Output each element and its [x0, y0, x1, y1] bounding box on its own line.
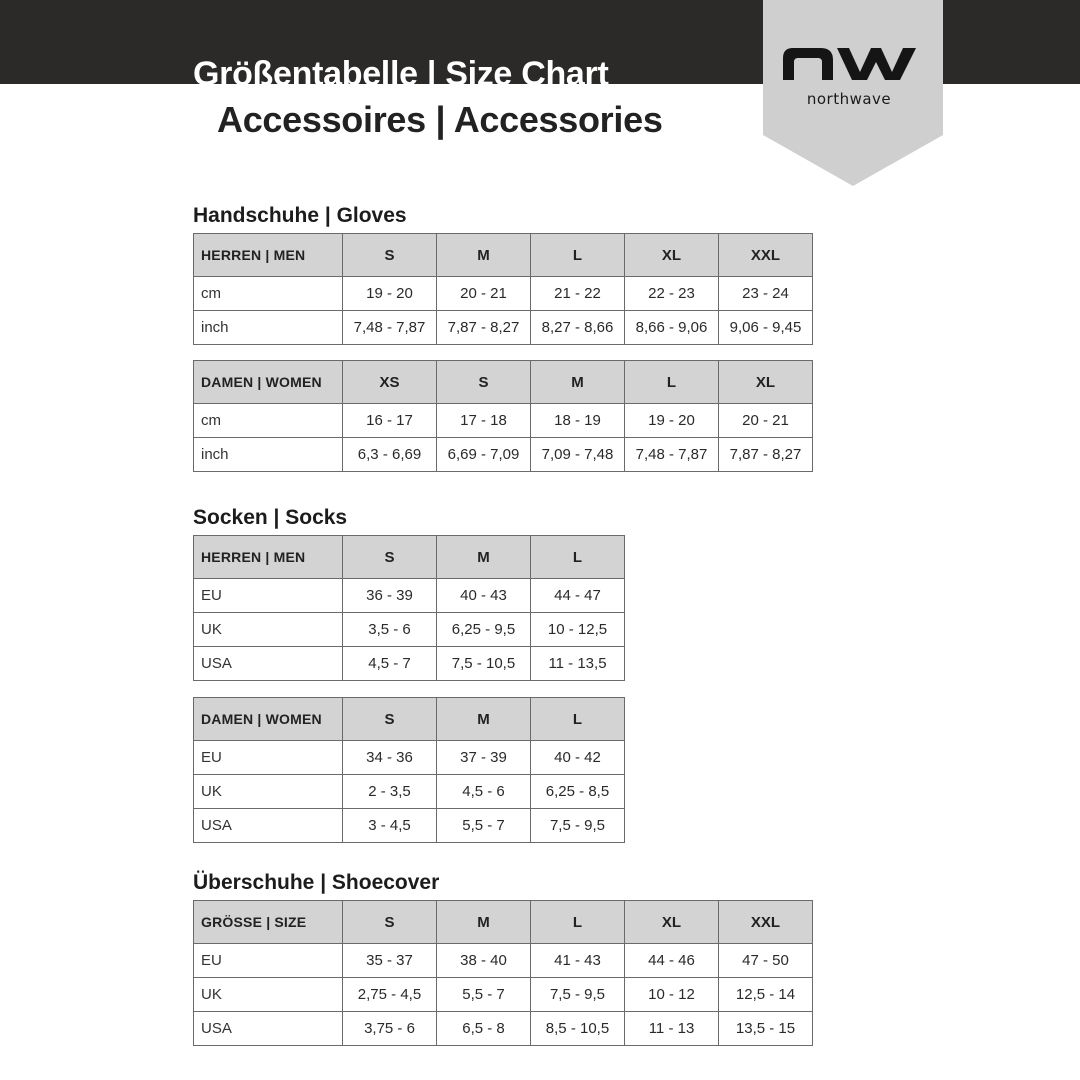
- shoecover-table: [193, 900, 813, 1046]
- table-row: [194, 944, 813, 978]
- table-cell: 20 - 21: [719, 404, 813, 438]
- table-cell: 4,5 - 7: [343, 647, 437, 681]
- row-label: EU: [194, 741, 343, 775]
- size-header: L: [531, 536, 625, 579]
- table-header-label: HERREN | MEN: [194, 234, 343, 277]
- table-row: [194, 438, 813, 472]
- row-label: USA: [194, 647, 343, 681]
- table-row: [194, 809, 625, 843]
- size-header: S: [343, 536, 437, 579]
- size-header: S: [437, 361, 531, 404]
- table-header-row: [194, 234, 813, 277]
- table-cell: 17 - 18: [437, 404, 531, 438]
- table-cell: 40 - 42: [531, 741, 625, 775]
- row-label: EU: [194, 944, 343, 978]
- size-header: S: [343, 234, 437, 277]
- row-label: inch: [194, 438, 343, 472]
- size-header: S: [343, 901, 437, 944]
- table-header-row: [194, 536, 625, 579]
- page-title: Größentabelle | Size Chart: [193, 55, 609, 93]
- table-header-label: HERREN | MEN: [194, 536, 343, 579]
- table-cell: 7,5 - 9,5: [531, 809, 625, 843]
- table-row: [194, 277, 813, 311]
- table-cell: 10 - 12,5: [531, 613, 625, 647]
- table-row: [194, 404, 813, 438]
- table-cell: 7,5 - 9,5: [531, 978, 625, 1012]
- size-header: L: [625, 361, 719, 404]
- table-cell: 6,25 - 8,5: [531, 775, 625, 809]
- table-cell: 16 - 17: [343, 404, 437, 438]
- size-header: M: [437, 536, 531, 579]
- table-cell: 34 - 36: [343, 741, 437, 775]
- size-header: XL: [719, 361, 813, 404]
- table-header-row: [194, 698, 625, 741]
- table-cell: 40 - 43: [437, 579, 531, 613]
- table-cell: 6,5 - 8: [437, 1012, 531, 1046]
- table-cell: 23 - 24: [719, 277, 813, 311]
- row-label: USA: [194, 809, 343, 843]
- table-cell: 7,87 - 8,27: [719, 438, 813, 472]
- table-cell: 47 - 50: [719, 944, 813, 978]
- table-row: [194, 647, 625, 681]
- table-cell: 3,75 - 6: [343, 1012, 437, 1046]
- table-cell: 3 - 4,5: [343, 809, 437, 843]
- table-row: [194, 1012, 813, 1046]
- table-cell: 2 - 3,5: [343, 775, 437, 809]
- table-row: [194, 775, 625, 809]
- table-cell: 37 - 39: [437, 741, 531, 775]
- table-row: [194, 613, 625, 647]
- size-header: L: [531, 901, 625, 944]
- table-cell: 6,3 - 6,69: [343, 438, 437, 472]
- table-cell: 13,5 - 15: [719, 1012, 813, 1046]
- table-cell: 41 - 43: [531, 944, 625, 978]
- table-cell: 2,75 - 4,5: [343, 978, 437, 1012]
- table-cell: 19 - 20: [343, 277, 437, 311]
- table-cell: 22 - 23: [625, 277, 719, 311]
- svg-text:northwave: northwave: [806, 90, 892, 108]
- row-label: USA: [194, 1012, 343, 1046]
- table-cell: 7,87 - 8,27: [437, 311, 531, 345]
- table-cell: 8,27 - 8,66: [531, 311, 625, 345]
- table-cell: 12,5 - 14: [719, 978, 813, 1012]
- size-header: M: [437, 901, 531, 944]
- table-cell: 9,06 - 9,45: [719, 311, 813, 345]
- size-header: M: [437, 234, 531, 277]
- table-cell: 3,5 - 6: [343, 613, 437, 647]
- row-label: EU: [194, 579, 343, 613]
- table-cell: 8,66 - 9,06: [625, 311, 719, 345]
- section-title-shoecover: Überschuhe | Shoecover: [193, 871, 440, 894]
- gloves-women-table: [193, 360, 813, 472]
- size-header: XXL: [719, 901, 813, 944]
- size-header: XL: [625, 901, 719, 944]
- table-cell: 7,48 - 7,87: [625, 438, 719, 472]
- size-header: XXL: [719, 234, 813, 277]
- table-cell: 8,5 - 10,5: [531, 1012, 625, 1046]
- table-header-label: DAMEN | WOMEN: [194, 698, 343, 741]
- table-cell: 36 - 39: [343, 579, 437, 613]
- row-label: UK: [194, 775, 343, 809]
- table-cell: 19 - 20: [625, 404, 719, 438]
- gloves-men-table: [193, 233, 813, 345]
- table-cell: 11 - 13: [625, 1012, 719, 1046]
- table-cell: 5,5 - 7: [437, 809, 531, 843]
- size-header: L: [531, 234, 625, 277]
- size-header: L: [531, 698, 625, 741]
- table-cell: 18 - 19: [531, 404, 625, 438]
- table-cell: 7,5 - 10,5: [437, 647, 531, 681]
- table-cell: 4,5 - 6: [437, 775, 531, 809]
- row-label: cm: [194, 404, 343, 438]
- table-header-row: [194, 901, 813, 944]
- socks-men-table: [193, 535, 625, 681]
- table-cell: 38 - 40: [437, 944, 531, 978]
- table-row: [194, 741, 625, 775]
- table-row: [194, 978, 813, 1012]
- row-label: UK: [194, 978, 343, 1012]
- table-cell: 44 - 46: [625, 944, 719, 978]
- table-cell: 6,25 - 9,5: [437, 613, 531, 647]
- size-header: M: [531, 361, 625, 404]
- table-cell: 35 - 37: [343, 944, 437, 978]
- page-subtitle: Accessoires | Accessories: [217, 99, 663, 140]
- table-cell: 11 - 13,5: [531, 647, 625, 681]
- row-label: cm: [194, 277, 343, 311]
- table-row: [194, 311, 813, 345]
- size-header: XS: [343, 361, 437, 404]
- table-cell: 7,09 - 7,48: [531, 438, 625, 472]
- northwave-logo-icon: [763, 0, 943, 186]
- size-header: M: [437, 698, 531, 741]
- table-header-label: GRÖSSE | SIZE: [194, 901, 343, 944]
- table-cell: 5,5 - 7: [437, 978, 531, 1012]
- table-cell: 7,48 - 7,87: [343, 311, 437, 345]
- size-header: XL: [625, 234, 719, 277]
- table-header-label: DAMEN | WOMEN: [194, 361, 343, 404]
- table-row: [194, 579, 625, 613]
- size-header: S: [343, 698, 437, 741]
- socks-women-table: [193, 697, 625, 843]
- section-title-socks: Socken | Socks: [193, 506, 348, 529]
- table-cell: 44 - 47: [531, 579, 625, 613]
- row-label: inch: [194, 311, 343, 345]
- table-cell: 6,69 - 7,09: [437, 438, 531, 472]
- table-cell: 21 - 22: [531, 277, 625, 311]
- row-label: UK: [194, 613, 343, 647]
- section-title-gloves: Handschuhe | Gloves: [193, 204, 407, 227]
- table-cell: 20 - 21: [437, 277, 531, 311]
- table-cell: 10 - 12: [625, 978, 719, 1012]
- table-header-row: [194, 361, 813, 404]
